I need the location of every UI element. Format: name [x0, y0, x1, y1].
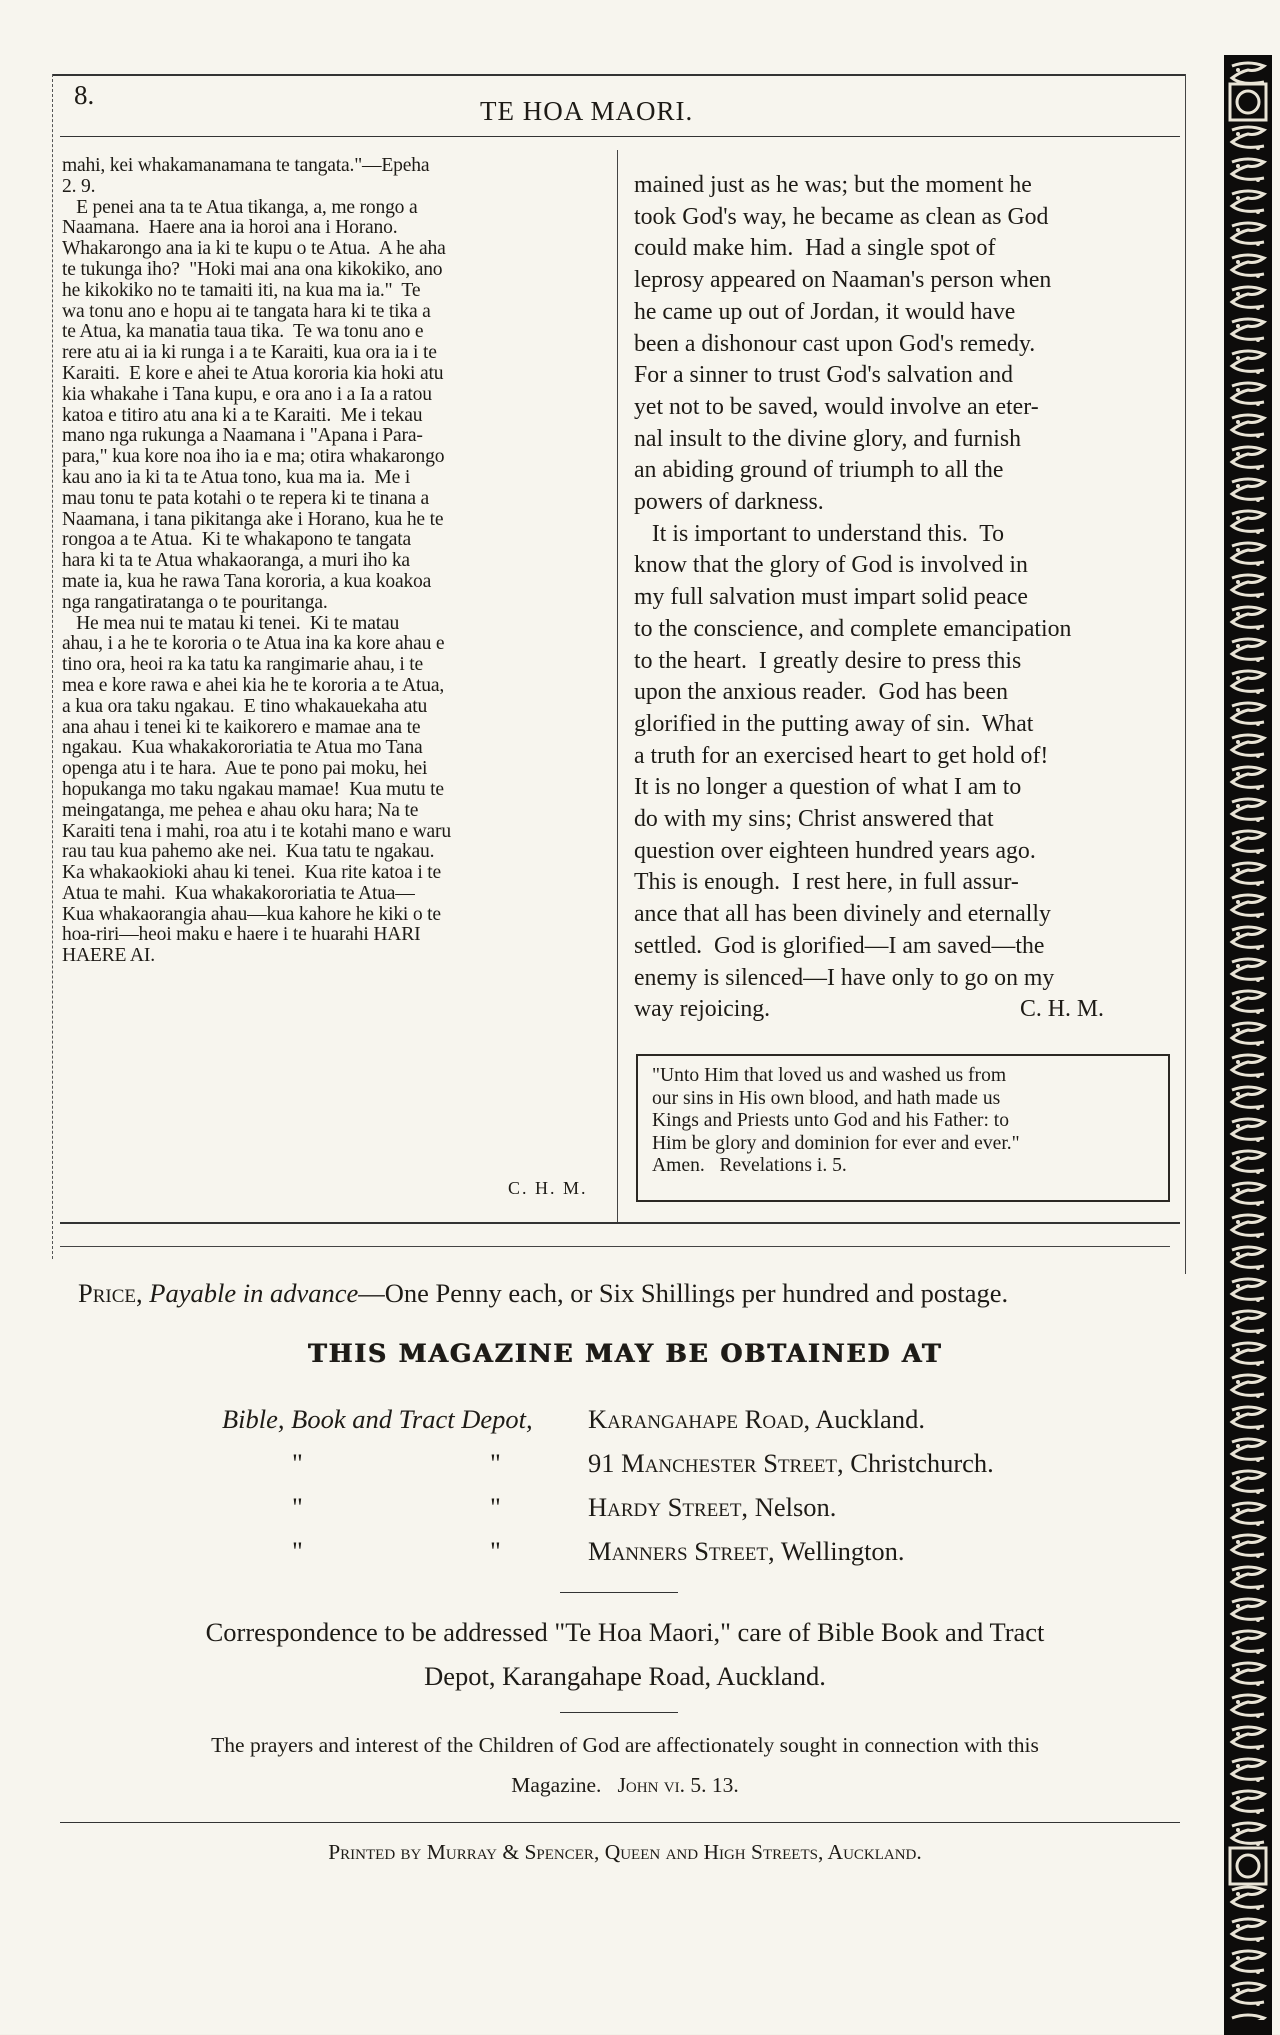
bottom-rule [60, 1822, 1180, 1823]
frame-right-rule [1185, 74, 1186, 1274]
depot-address: Manners Street, Wellington. [588, 1536, 905, 1566]
correspondence-line-1: Correspondence to be addressed "Te Hoa Maori," care of Bible Book and Tract [205, 1617, 1045, 1647]
price-payable: Payable in advance [149, 1278, 359, 1308]
ornament-pattern-icon [1226, 60, 1270, 2020]
section-rule-secondary [60, 1246, 1170, 1247]
depot-label: Bible, Book and Tract Depot, [222, 1404, 533, 1434]
ditto-mark: " [292, 1536, 303, 1566]
price-detail: —One Penny each, or Six Shillings per hundred and postage. [358, 1278, 1009, 1308]
printer-imprint: Printed by Murray & Spencer, Queen and High Streets, Auckland. [328, 1840, 922, 1864]
frame-top-rule [52, 74, 1185, 76]
header-rule [60, 136, 1180, 137]
frame-left-rule [52, 74, 53, 1259]
obtain-heading: THIS MAGAZINE MAY BE OBTAINED AT [307, 1339, 943, 1368]
left-column-text: mahi, kei whakamanamana te tangata."—Epeha 2. 9. E penei ana ta te Atua tikanga, a, me rongo a Naamana. Haere ana ia horoi ana i Horano. Whakarongo ana ia ki te kupu o te Atua. A he aha te tukunga iho? "Hoki mai ana ona kikokiko, ano he kikokiko no te tamaiti iti, na kua ma ia." Te wa tonu ano e hopu ai te tangata hara ki te tika a te Atua, ka manatia taua tika. Te wa tonu ano e rere atu ai ia ki runga i a te Karaiti, kua ora ia i te Karaiti. E kore e ahei te Atua kororia kia hoki atu kia whakahe i Tana kupu, e ora ano i a Ia a ratou katoa e titiro atu ana ki a te Karaiti. Me i tekau mano nga rukunga a Naamana i "Apana i Para- para," kua kore noa iho ia e ma; otira whakarongo kau ano ia ki ta te Atua tono, kua ma ia. Me i mau tonu te pata kotahi o te repera ki te tinana a Naamana, i tana pikitanga ake i Horano, kua he te rongoa a te Atua. Ki te whakapono te tangata hara ki ta te Atua whakaoranga, a muri iho ka mate ia, kua he rawa Tana kororia, a kua koakoa nga rangatiratanga o te pouritanga. He mea nui te matau ki tenei. Ki te matau ahau, i a he te kororia o te Atua ina ka kore ahau e tino ora, heoi ra ka tatu ka rangimarie ahau, i te mea e kore rawa e ahei kia he te kororia a te Atua, a kua ora taku ngakau. E tino whakauekaha atu ana ahau i tenei ki te kaikorero e mamae ana te ngakau. Kua whakakororiatia te Atua mo Tana openga atu i te hara. Aue te pono pai moku, hei hopukanga mo taku ngakau mamae! Kua mutu te meingatanga, me pehea e ahau oku hara; Na te Karaiti tena i mahi, roa atu i te kotahi mano e waru rau tau kua pahemo ake nei. Kua tatu te ngakau. Ka whakaokioki ahau ki tenei. Kua rite katoa i te Atua te mahi. Kua whakakororiatia te Atua— Kua whakaorangia ahau—kua kahore he kiki o te hoa-riri—heoi maku e haere i te huarahi HARI HAERE AI. [62, 156, 451, 967]
page-number: 8. [74, 80, 95, 110]
ditto-mark: " [490, 1492, 501, 1522]
ditto-mark: " [490, 1536, 501, 1566]
price-lead: Price, [78, 1278, 143, 1308]
running-title: TE HOA MAORI. [480, 96, 694, 126]
section-rule [60, 1222, 1180, 1224]
ditto-mark: " [490, 1448, 501, 1478]
short-rule [560, 1712, 678, 1713]
correspondence-line-2: Depot, Karangahape Road, Auckland. [424, 1661, 826, 1691]
depot-address: Karangahape Road, Auckland. [588, 1404, 925, 1434]
prayers-line-2: Magazine. John vi. 5. 13. [511, 1773, 739, 1797]
right-column-text: mained just as he was; but the moment he took God's way, he became as clean as God could make him. Had a single spot of leprosy appeared on Naaman's person when he came up out of Jordan, it would have been a dishonour cast upon God's remedy. For a sinner to trust God's salvation and yet not to be saved, would involve an eter- nal insult to the divine glory, and furnish an abiding ground of triumph to all the powers of darkness. It is important to understand this. To know that the glory of God is involved in my full salvation must impart solid peace to the conscience, and complete emancipation to the heart. I greatly desire to press this upon the anxious reader. God has been glorified in the putting away of sin. What a truth for an exercised heart to get hold of! It is no longer a question of what I am to do with my sins; Christ answered that question over eighteen hundred years ago. This is enough. I rest here, in full assur- ance that all has been divinely and eternally settled. God is glorified—I am saved—the enemy is silenced—I have only to go on my way rejoicing. C. H. M. [634, 172, 1104, 1023]
prayers-line-1: The prayers and interest of the Children of God are affectionately sought in connection with this [211, 1733, 1039, 1757]
ditto-mark: " [292, 1448, 303, 1478]
left-column-signature: C. H. M. [508, 1178, 588, 1198]
depot-address: 91 Manchester Street, Christchurch. [588, 1448, 994, 1478]
short-rule [560, 1592, 678, 1593]
ditto-mark: " [292, 1492, 303, 1522]
column-divider [617, 150, 618, 1222]
depot-address: Hardy Street, Nelson. [588, 1492, 837, 1522]
scripture-verse-box: "Unto Him that loved us and washed us from our sins in His own blood, and hath made us Kings and Priests unto God and his Father: to Him be glory and dominion for ever and ever." Amen. Revelations i. 5. [636, 1054, 1170, 1202]
price-line [78, 1278, 1008, 1309]
